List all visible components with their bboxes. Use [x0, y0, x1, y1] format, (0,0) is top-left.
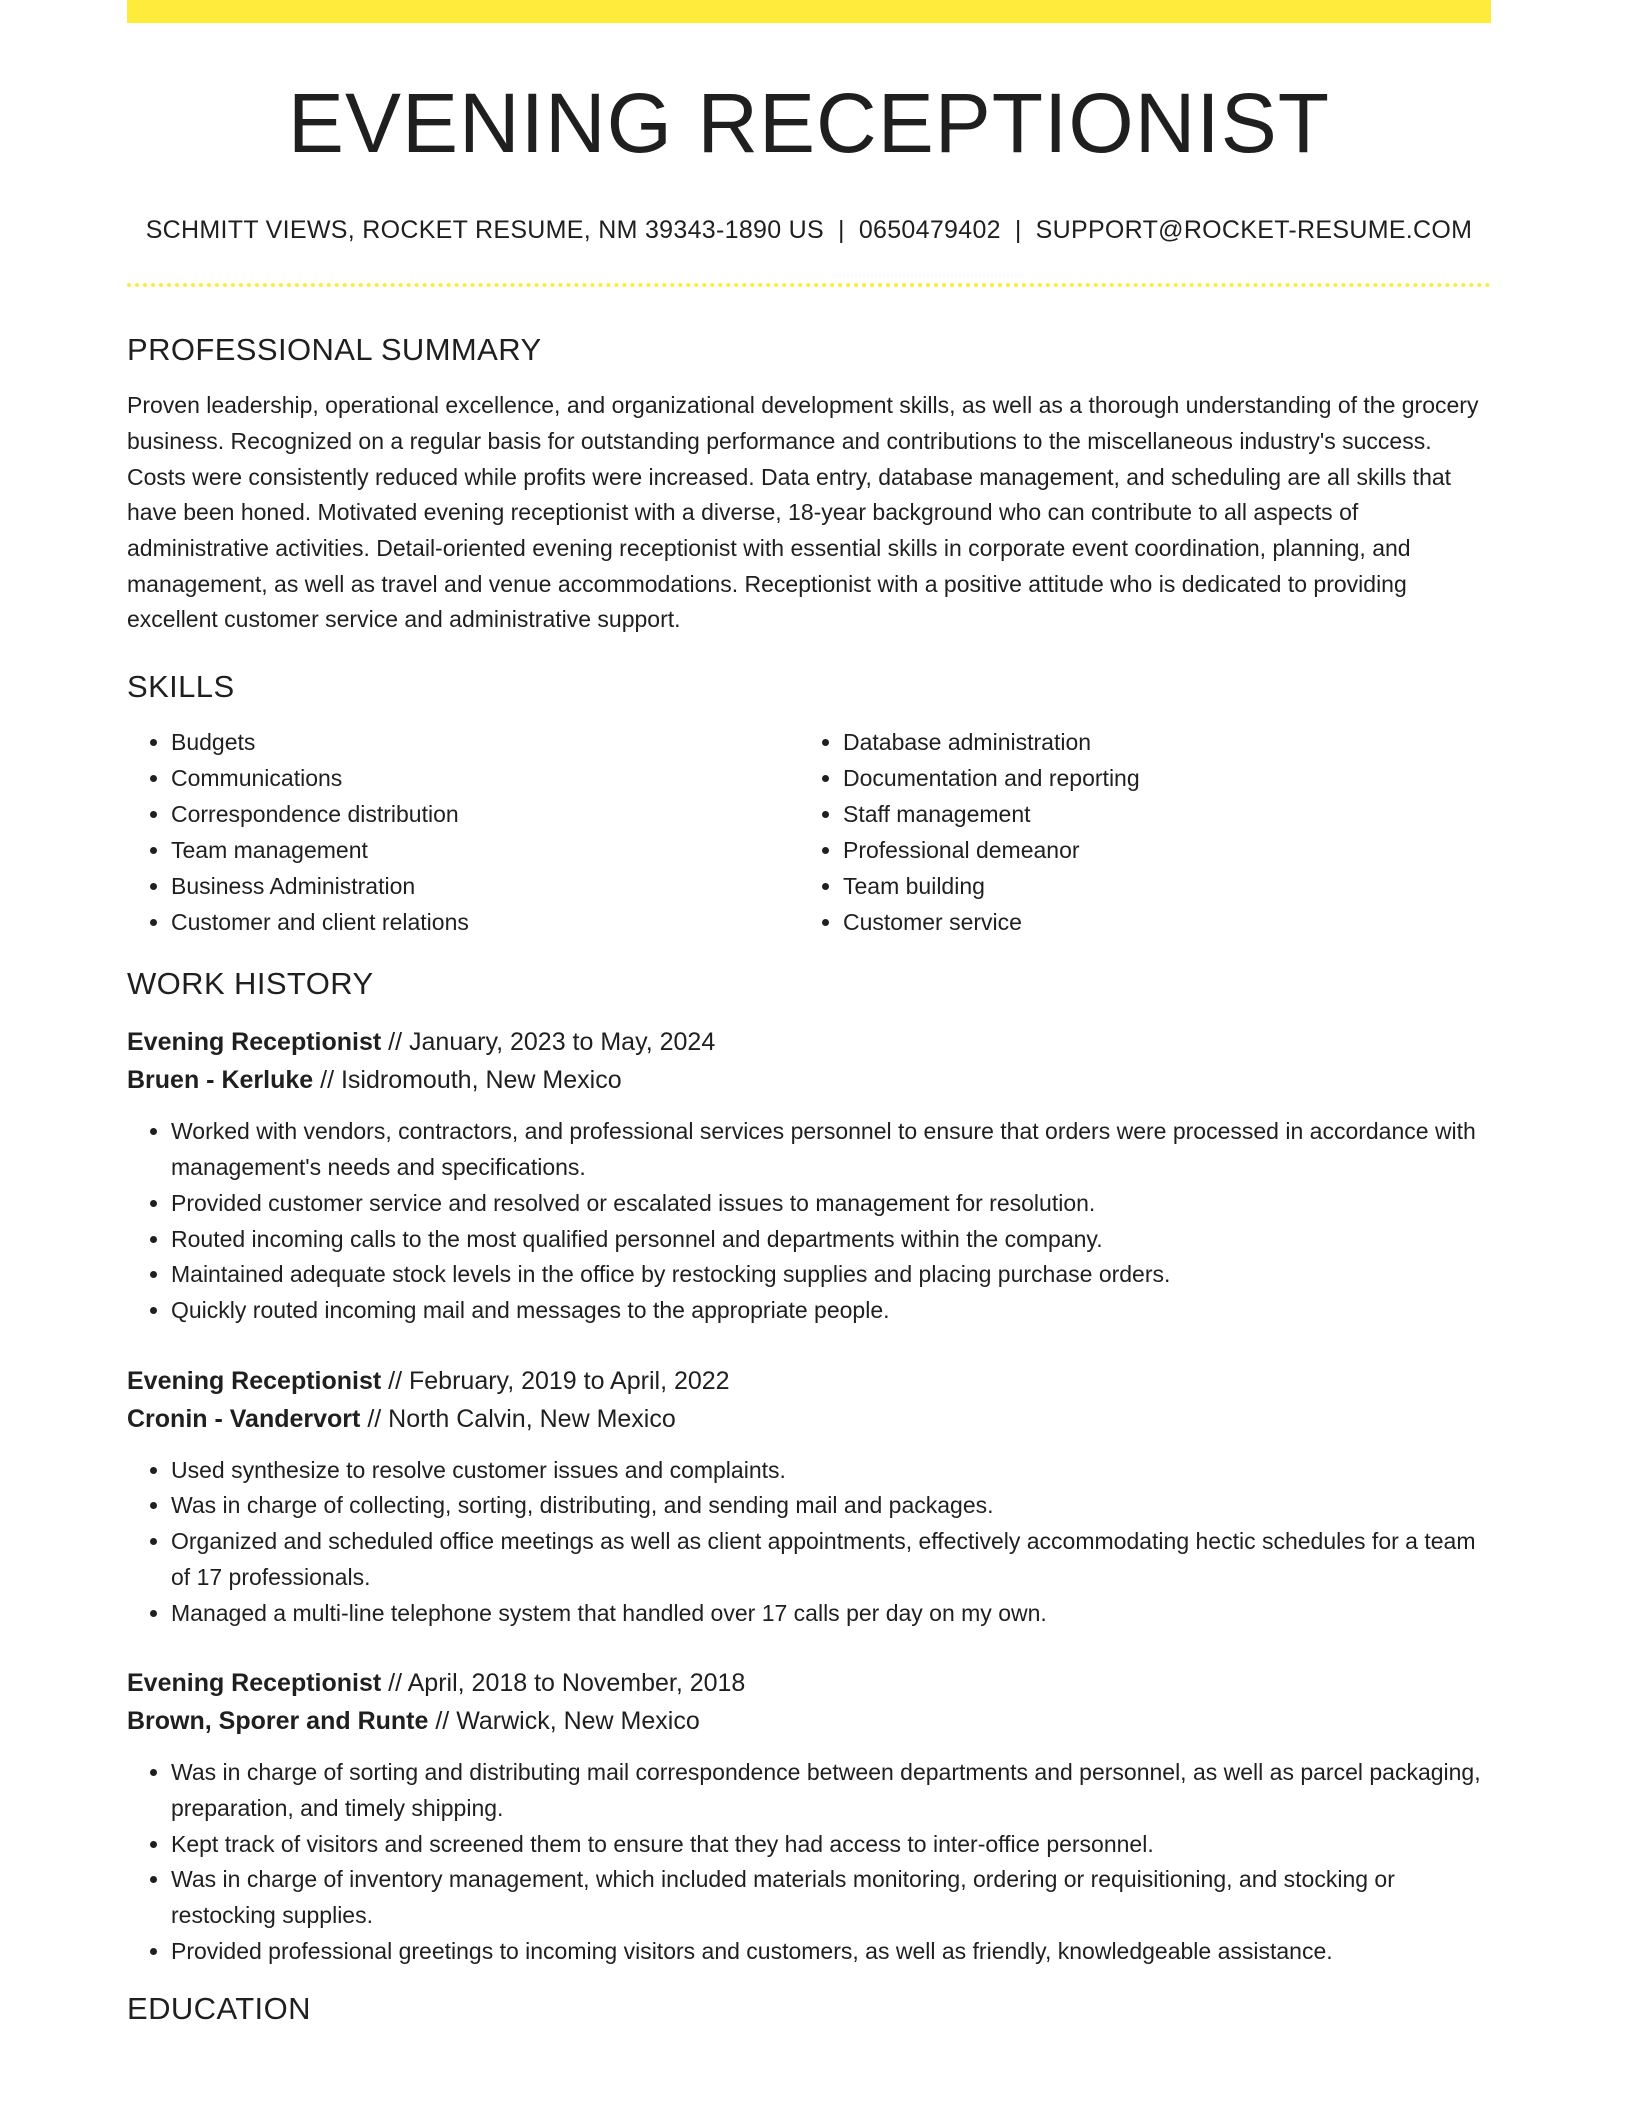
- job-duty: • Managed a multi-line telephone system that handled over 17 calls per day on my own.: [171, 1596, 1491, 1632]
- job-dates: // February, 2019 to April, 2022: [388, 1366, 730, 1395]
- skill-item: • Professional demeanor: [843, 832, 1471, 868]
- job-title-line: [127, 1362, 1491, 1400]
- job-role: Evening Receptionist: [127, 1028, 382, 1057]
- skills-list: [127, 724, 1491, 940]
- job-duty: • Organized and scheduled office meetings as well as client appointments, effectively accommodating hectic schedules for a team of 17 professionals.: [171, 1524, 1491, 1595]
- skills-column-left: [127, 724, 799, 940]
- job-company-line: [127, 1702, 1491, 1740]
- job-duty: • Was in charge of inventory management, which included materials monitoring, ordering or requisitioning, and stocking or restocking supplies.: [171, 1862, 1491, 1933]
- job-location: // Warwick, New Mexico: [435, 1707, 700, 1736]
- skill-item: • Team building: [843, 868, 1471, 904]
- skill-item: • Documentation and reporting: [843, 760, 1471, 796]
- job-duty: • Quickly routed incoming mail and messages to the appropriate people.: [171, 1293, 1491, 1329]
- job-duty: • Was in charge of sorting and distributing mail correspondence between departments and personnel, as well as parcel packaging, preparation, and timely shipping.: [171, 1755, 1491, 1826]
- skill-item: • Customer and client relations: [171, 904, 799, 940]
- job-duty: • Kept track of visitors and screened them to ensure that they had access to inter-office personnel.: [171, 1827, 1491, 1863]
- contact-address: SCHMITT VIEWS, ROCKET RESUME, NM 39343-1890 US: [145, 216, 825, 244]
- job-duty: • Provided professional greetings to incoming visitors and customers, as well as friendly, knowledgeable assistance.: [171, 1934, 1491, 1970]
- skill-item: • Customer service: [843, 904, 1471, 940]
- summary-heading: PROFESSIONAL SUMMARY: [127, 332, 542, 367]
- job-duties: [127, 1755, 1491, 1969]
- job-duty: • Worked with vendors, contractors, and professional services personnel to ensure that orders were processed in accordance with management's needs and specifications.: [171, 1114, 1491, 1185]
- job-dates: // January, 2023 to May, 2024: [388, 1028, 716, 1057]
- contact-separator: |: [1014, 216, 1022, 244]
- contact-line: [127, 216, 1491, 245]
- education-heading: EDUCATION: [127, 1991, 311, 2027]
- job-duty: • Routed incoming calls to the most qualified personnel and departments within the company.: [171, 1222, 1491, 1258]
- job-location: // Isidromouth, New Mexico: [320, 1066, 622, 1095]
- job-title-line: [127, 1664, 1491, 1702]
- job-duties: [127, 1114, 1491, 1328]
- job-role: Evening Receptionist: [127, 1669, 382, 1698]
- job-company: Cronin - Vandervort: [127, 1404, 361, 1433]
- job-duty: • Was in charge of collecting, sorting, distributing, and sending mail and packages.: [171, 1488, 1491, 1524]
- resume-page: [127, 0, 1491, 2028]
- job-duty: • Maintained adequate stock levels in the office by restocking supplies and placing purchase orders.: [171, 1257, 1491, 1293]
- job-entry: [127, 1362, 1491, 1632]
- job-duty: • Provided customer service and resolved or escalated issues to management for resolution.: [171, 1186, 1491, 1222]
- candidate-name: EVENING RECEPTIONIST: [287, 76, 1331, 170]
- contact-phone: 0650479402: [858, 216, 1001, 244]
- job-company: Brown, Sporer and Runte: [127, 1707, 429, 1736]
- job-location: // North Calvin, New Mexico: [367, 1404, 676, 1433]
- job-company-line: [127, 1061, 1491, 1099]
- job-dates: // April, 2018 to November, 2018: [388, 1669, 746, 1698]
- job-company: Bruen - Kerluke: [127, 1066, 314, 1095]
- work-history-heading: WORK HISTORY: [127, 966, 374, 1002]
- skills-heading: SKILLS: [127, 669, 235, 705]
- skill-item: • Communications: [171, 760, 799, 796]
- skills-column-right: [799, 724, 1471, 940]
- job-title-line: [127, 1023, 1491, 1061]
- skill-item: • Team management: [171, 832, 799, 868]
- contact-email: SUPPORT@ROCKET-RESUME.COM: [1035, 216, 1473, 244]
- skill-item: • Correspondence distribution: [171, 796, 799, 832]
- job-role: Evening Receptionist: [127, 1366, 382, 1395]
- job-duty: • Used synthesize to resolve customer issues and complaints.: [171, 1453, 1491, 1489]
- accent-bar: [127, 0, 1491, 23]
- dotted-divider: [127, 283, 1491, 287]
- job-entry: [127, 1664, 1491, 1969]
- skill-item: • Database administration: [843, 724, 1471, 760]
- contact-separator: |: [838, 216, 845, 244]
- job-entry: [127, 1023, 1491, 1328]
- summary-text: Proven leadership, operational excellence, and organizational development skills, as well as a thorough understanding of the grocery business. Recognized on a regular basis for outstanding performance and contributions to the miscellaneous industry's success. Costs were consistently reduced while profits were increased. Data entry, database management, and scheduling are all skills that have been honed. Motivated evening receptionist with a diverse, 18-year background who can contribute to all aspects of administrative activities. Detail-oriented evening receptionist with essential skills in corporate event coordination, planning, and management, as well as travel and venue accommodations. Receptionist with a positive attitude who is dedicated to providing excellent customer service and administrative support.: [127, 392, 1479, 633]
- skill-item: • Budgets: [171, 724, 799, 760]
- job-duties: [127, 1453, 1491, 1632]
- skill-item: • Staff management: [843, 796, 1471, 832]
- job-company-line: [127, 1400, 1491, 1438]
- skill-item: • Business Administration: [171, 868, 799, 904]
